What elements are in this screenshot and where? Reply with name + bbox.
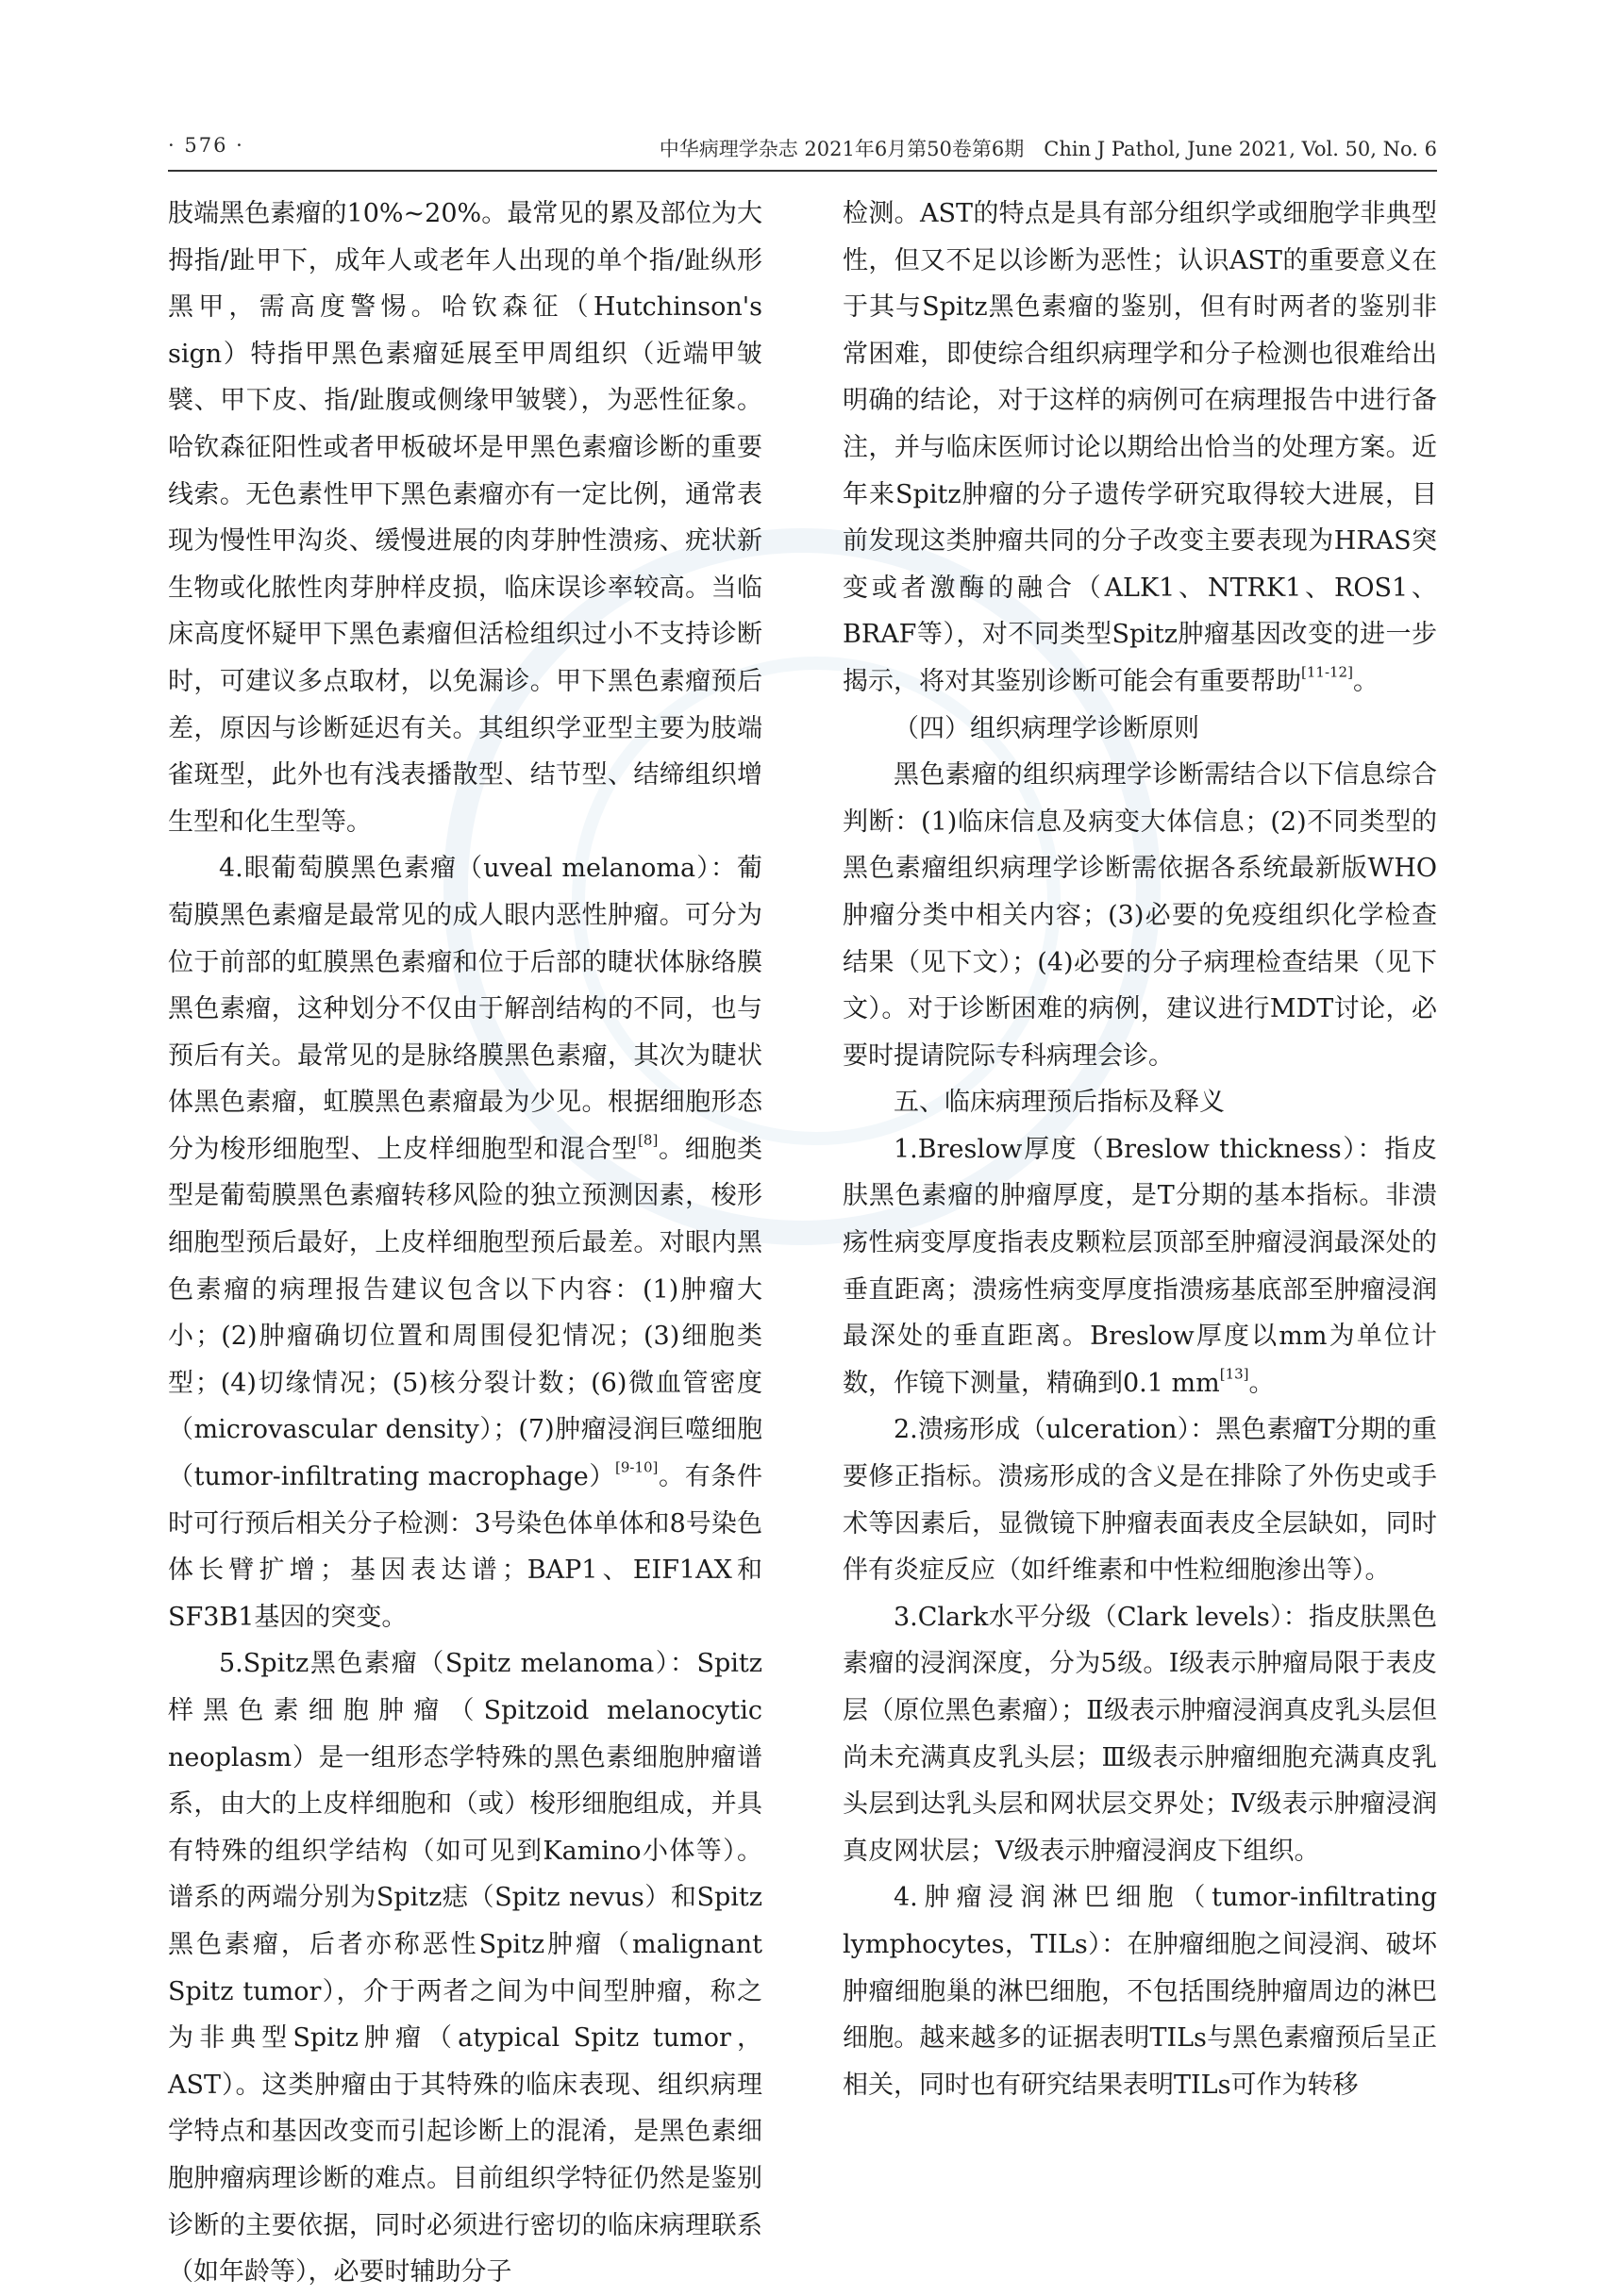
paragraph-uveal-melanoma: 4.眼葡萄膜黑色素瘤（uveal melanoma）：葡萄膜黑色素瘤是最常见的成人眼内恶性肿瘤。可分为位于前部的虹膜黑色素瘤和位于后部的睫状体脉络膜黑色素瘤，这种划分不仅由于解剖结构的不同，也与预后有关。最常见的是脉络膜黑色素瘤，其次为睫状体黑色素瘤，虹膜黑色素瘤最为少见。根据细胞形态分为梭形细胞型、上皮样细胞型和混合型[8]。细胞类型是葡萄膜黑色素瘤转移风险的独立预测因素，梭形细胞型预后最好，上皮样细胞型预后最差。对眼内黑色素瘤的病理报告建议包含以下内容：(1)肿瘤大小；(2)肿瘤确切位置和周围侵犯情况；(3)细胞类型；(4)切缘情况；(5)核分裂计数；(6)微血管密度（microvascular density）；(7)肿瘤浸润巨噬细胞（tumor-infiltrating macrophage）[9-10]。有条件时可行预后相关分子检测：3号染色体单体和8号染色体长臂扩增；基因表达谱；BAP1、EIF1AX和SF3B1基因的突变。 — [168, 854, 763, 1632]
right-column — [843, 191, 1437, 2108]
citation-ref: [8] — [638, 1131, 659, 1149]
paragraph-acral-nail: 肢端黑色素瘤的10%~20%。最常见的累及部位为大拇指/趾甲下，成年人或老年人出现的单个指/趾纵形黑甲，需高度警惕。哈钦森征（Hutchinson's sign）特指甲黑色素瘤延展至甲周组织（近端甲皱襞、甲下皮、指/趾腹或侧缘甲皱襞），为恶性征象。哈钦森征阳性或者甲板破坏是甲黑色素瘤诊断的重要线索。无色素性甲下黑色素瘤亦有一定比例，通常表现为慢性甲沟炎、缓慢进展的肉芽肿性溃疡、疣状新生物或化脓性肉芽肿样皮损，临床误诊率较高。当临床高度怀疑甲下黑色素瘤但活检组织过小不支持诊断时，可建议多点取材，以免漏诊。甲下黑色素瘤预后差，原因与诊断延迟有关。其组织学亚型主要为肢端雀斑型，此外也有浅表播散型、结节型、结缔组织增生型和化生型等。 — [168, 199, 762, 837]
section-heading-prognostic-indicators: 五、临床病理预后指标及释义 — [894, 1088, 1225, 1118]
paragraph-ulceration: 2.溃疡形成（ulceration）：黑色素瘤T分期的重要修正指标。溃疡形成的含义是在排除了外伤史或手术等因素后，显微镜下肿瘤表面表皮全层缺如，同时伴有炎症反应（如纤维素和中性粒细胞渗出等）。 — [843, 1415, 1437, 1586]
paragraph-tils: 4.肿瘤浸润淋巴细胞（tumor-infiltrating lymphocytes，TILs）：在肿瘤细胞之间浸润、破坏肿瘤细胞巢的淋巴细胞，不包括围绕肿瘤周边的淋巴细胞。越来越多的证据表明TILs与黑色素瘤预后呈正相关，同时也有研究结果表明TILs可作为转移 — [843, 1883, 1437, 2100]
citation-ref: [13] — [1219, 1365, 1249, 1383]
paragraph-spitz-melanoma: 5.Spitz黑色素瘤（Spitz melanoma）：Spitz样黑色素细胞肿瘤（Spitzoid melanocytic neoplasm）是一组形态学特殊的黑色素细胞肿瘤谱系，由大的上皮样细胞和（或）梭形细胞组成，并具有特殊的组织学结构（如可见到Kamino小体等）。谱系的两端分别为Spitz痣（Spitz nevus）和Spitz黑色素瘤，后者亦称恶性Spitz肿瘤（malignant Spitz tumor），介于两者之间为中间型肿瘤，称之为非典型Spitz肿瘤（atypical Spitz tumor，AST）。这类肿瘤由于其特殊的临床表现、组织病理学特点和基因改变而引起诊断上的混淆，是黑色素细胞肿瘤病理诊断的难点。目前组织学特征仍然是鉴别诊断的主要依据，同时必须进行密切的临床病理联系（如年龄等），必要时辅助分子 — [168, 1649, 762, 2288]
running-header — [168, 125, 1437, 166]
section-heading-diagnosis-principles: （四）组织病理学诊断原则 — [894, 713, 1199, 743]
left-column — [168, 191, 762, 2296]
paragraph-breslow-thickness: 1.Breslow厚度（Breslow thickness）：指皮肤黑色素瘤的肿瘤厚度，是T分期的基本指标。非溃疡性病变厚度指表皮颗粒层顶部至肿瘤浸润最深处的垂直距离；溃疡性病变厚度指溃疡基底部至肿瘤浸润最深处的垂直距离。Breslow厚度以mm为单位计数，作镜下测量，精确到0.1 mm[13]。 — [843, 1134, 1437, 1398]
journal-citation: 中华病理学杂志 2021年6月第50卷第6期 Chin J Pathol, June 2021, Vol. 50, No. 6 — [659, 138, 1437, 160]
paragraph-diagnosis-principles: 黑色素瘤的组织病理学诊断需结合以下信息综合判断：(1)临床信息及病变大体信息；(2)不同类型的黑色素瘤组织病理学诊断需依据各系统最新版WHO肿瘤分类中相关内容；(3)必要的免疫组织化学检查结果（见下文）；(4)必要的分子病理检查结果（见下文）。对于诊断困难的病例，建议进行MDT讨论，必要时提请院际专科病理会诊。 — [843, 760, 1437, 1071]
header-rule — [168, 170, 1437, 172]
paragraph-clark-levels: 3.Clark水平分级（Clark levels）：指皮肤黑色素瘤的浸润深度，分为5级。Ⅰ级表示肿瘤局限于表皮层（原位黑色素瘤）；Ⅱ级表示肿瘤浸润真皮乳头层但尚未充满真皮乳头层；Ⅲ级表示肿瘤细胞充满真皮乳头层到达乳头层和网状层交界处；Ⅳ级表示肿瘤浸润真皮网状层；Ⅴ级表示肿瘤浸润皮下组织。 — [843, 1602, 1437, 1866]
citation-ref: [11-12] — [1301, 663, 1353, 681]
citation-ref: [9-10] — [615, 1458, 659, 1476]
page-number: · 576 · — [168, 134, 244, 157]
paragraph-ast: 检测。AST的特点是具有部分组织学或细胞学非典型性，但又不足以诊断为恶性；认识AST的重要意义在于其与Spitz黑色素瘤的鉴别，但有时两者的鉴别非常困难，即使综合组织病理学和分子检测也很难给出明确的结论，对于这样的病例可在病理报告中进行备注，并与临床医师讨论以期给出恰当的处理方案。近年来Spitz肿瘤的分子遗传学研究取得较大进展，目前发现这类肿瘤共同的分子改变主要表现为HRAS突变或者激酶的融合（ALK1、NTRK1、ROS1、BRAF等），对不同类型Spitz肿瘤基因改变的进一步揭示，将对其鉴别诊断可能会有重要帮助[11-12]。 — [843, 199, 1437, 696]
